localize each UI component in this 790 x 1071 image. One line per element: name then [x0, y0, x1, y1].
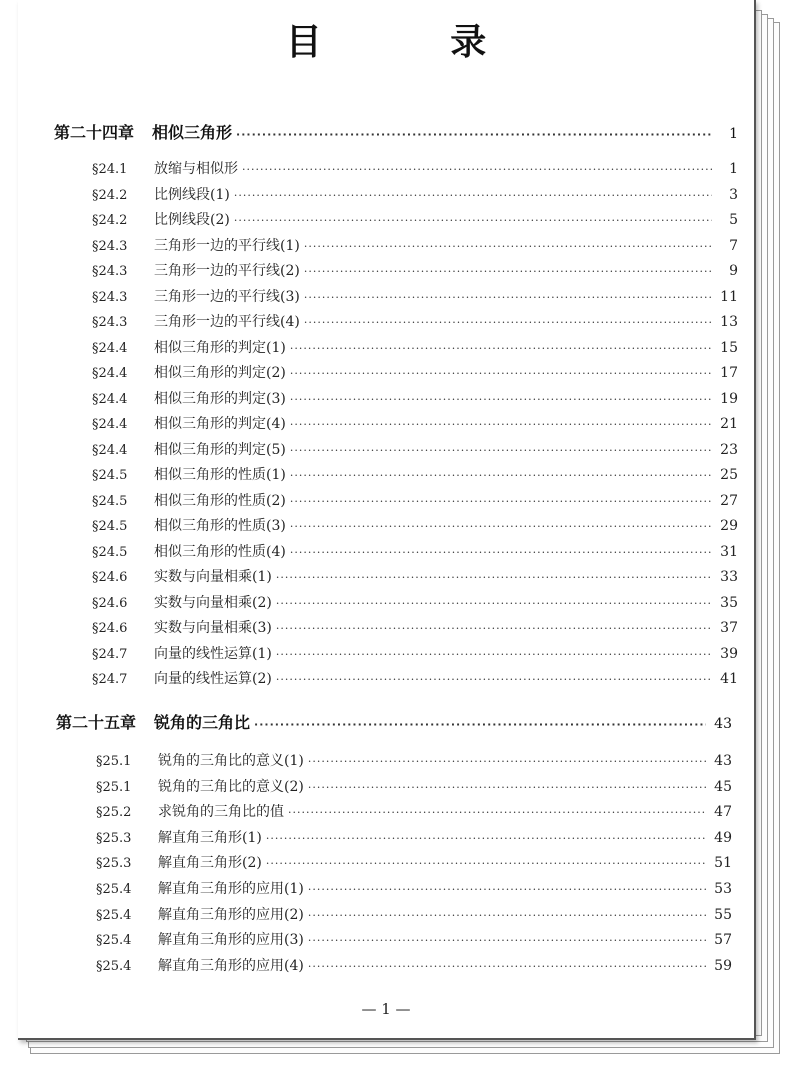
- toc-entry[interactable]: [92, 515, 738, 535]
- section-title: 相似三角形的判定(1): [154, 339, 286, 356]
- document-page: [18, 0, 756, 1040]
- dot-leader: [234, 214, 712, 227]
- section-title: 比例线段(2): [154, 212, 230, 228]
- dot-leader: [234, 189, 712, 202]
- toc-entry[interactable]: [92, 643, 738, 663]
- chapter-number: 第二十四章: [54, 123, 135, 142]
- section-title: 相似三角形的性质(1): [154, 467, 286, 483]
- toc-entry[interactable]: [92, 566, 738, 586]
- dot-leader: [276, 622, 712, 635]
- toc-entry[interactable]: [92, 260, 738, 280]
- section-number: §24.2: [92, 213, 128, 228]
- toc-entry[interactable]: [92, 413, 738, 433]
- page-number: 3: [729, 186, 738, 203]
- section-number: §24.6: [92, 570, 128, 585]
- page-number: 33: [720, 569, 738, 585]
- dot-leader: [236, 128, 712, 141]
- dot-leader: [290, 418, 712, 431]
- chapter-heading[interactable]: [56, 710, 732, 733]
- section-title: 放缩与相似形: [154, 161, 238, 177]
- section-title: 实数与向量相乘(3): [154, 620, 272, 636]
- page-number: 43: [714, 753, 732, 769]
- section-title: 三角形一边的平行线(3): [154, 288, 300, 305]
- page-number: 15: [720, 339, 738, 356]
- dot-leader: [290, 495, 712, 508]
- toc-entry[interactable]: [96, 904, 732, 924]
- dot-leader: [290, 342, 712, 355]
- dot-leader: [290, 367, 712, 380]
- section-title: 解直角三角形的应用(4): [158, 957, 304, 974]
- section-number: §24.7: [92, 672, 128, 687]
- toc-entry[interactable]: [96, 827, 732, 847]
- page-number: 37: [720, 620, 738, 636]
- dot-leader: [276, 673, 712, 686]
- toc-entry[interactable]: [96, 801, 732, 821]
- section-title: 相似三角形的性质(4): [154, 543, 286, 560]
- page-number: 53: [714, 881, 732, 897]
- section-number: §24.6: [92, 621, 128, 636]
- page-number: 1: [729, 126, 738, 142]
- section-number: §24.3: [92, 289, 128, 305]
- section-number: §24.7: [92, 646, 128, 662]
- toc-entry[interactable]: [92, 184, 738, 204]
- section-title: 解直角三角形的应用(2): [158, 906, 304, 923]
- dot-leader: [308, 883, 706, 896]
- section-number: §24.5: [92, 493, 128, 509]
- toc-entry[interactable]: [92, 617, 738, 637]
- page-number: 39: [720, 645, 738, 662]
- dot-leader: [276, 571, 712, 584]
- section-title: 实数与向量相乘(1): [154, 569, 272, 585]
- section-number: §25.3: [96, 856, 132, 872]
- dot-leader: [276, 648, 712, 661]
- dot-leader: [290, 546, 712, 559]
- page-number: 49: [714, 829, 732, 846]
- toc-entry[interactable]: [96, 929, 732, 949]
- page-number-footer: — 1 —: [361, 1000, 411, 1018]
- section-number: §25.4: [96, 958, 132, 974]
- chapter-number: 第二十五章: [56, 713, 137, 732]
- page-number: 59: [714, 957, 732, 974]
- toc-entry[interactable]: [92, 439, 738, 459]
- section-title: 解直角三角形(2): [158, 855, 262, 872]
- toc-entry[interactable]: [92, 490, 738, 510]
- page-number: 13: [720, 314, 738, 330]
- toc-entry[interactable]: [92, 362, 738, 382]
- section-title: 锐角的三角比的意义(2): [158, 778, 304, 795]
- toc-entry[interactable]: [92, 158, 738, 178]
- toc-entry[interactable]: [92, 668, 738, 688]
- section-number: §25.1: [96, 754, 132, 769]
- chapter-title: 相似三角形: [152, 123, 233, 142]
- section-title: 相似三角形的性质(3): [154, 518, 286, 534]
- toc-entry[interactable]: [92, 337, 738, 357]
- page-number: 17: [720, 365, 738, 381]
- section-title: 求锐角的三角比的值: [158, 804, 284, 821]
- page-number: 43: [714, 716, 732, 732]
- section-title: 相似三角形的判定(3): [154, 390, 286, 407]
- section-number: §24.4: [92, 417, 128, 432]
- toc-entry[interactable]: [96, 776, 732, 796]
- section-number: §24.6: [92, 595, 128, 611]
- toc-entry[interactable]: [92, 311, 738, 331]
- section-number: §24.5: [92, 544, 128, 560]
- page-number: 11: [720, 288, 738, 305]
- page-number: 51: [714, 855, 732, 872]
- section-title: 三角形一边的平行线(4): [154, 314, 300, 330]
- section-title: 相似三角形的判定(4): [154, 416, 286, 432]
- section-title: 解直角三角形(1): [158, 829, 262, 846]
- dot-leader: [308, 960, 706, 973]
- page-number: 5: [729, 212, 738, 228]
- section-number: §25.4: [96, 933, 132, 949]
- toc-entry[interactable]: [92, 541, 738, 561]
- toc-entry[interactable]: [92, 464, 738, 484]
- page-number: 27: [720, 492, 738, 509]
- section-number: §24.2: [92, 187, 128, 203]
- toc-entry[interactable]: [96, 750, 732, 770]
- section-title: 向量的线性运算(2): [154, 671, 272, 687]
- page-number: 35: [720, 594, 738, 611]
- dot-leader: [304, 291, 712, 304]
- dot-leader: [308, 755, 706, 768]
- toc-entry[interactable]: [96, 878, 732, 898]
- page-number: 47: [714, 804, 732, 821]
- dot-leader: [254, 718, 706, 731]
- section-number: §25.3: [96, 830, 132, 846]
- dot-leader: [266, 832, 706, 845]
- dot-leader: [290, 393, 712, 406]
- dot-leader: [290, 520, 712, 533]
- section-title: 解直角三角形的应用(1): [158, 881, 304, 897]
- dot-leader: [290, 444, 712, 457]
- chapter-heading[interactable]: [54, 120, 738, 143]
- section-number: §24.4: [92, 391, 128, 407]
- page-number: 41: [720, 671, 738, 687]
- dot-leader: [242, 163, 712, 176]
- dot-leader: [304, 265, 712, 278]
- dot-leader: [304, 240, 712, 253]
- section-title: 向量的线性运算(1): [154, 645, 272, 662]
- toc-entry[interactable]: [96, 955, 732, 975]
- section-title: 相似三角形的判定(2): [154, 365, 286, 381]
- dot-leader: [304, 316, 712, 329]
- page-number: 31: [720, 543, 738, 560]
- section-number: §24.4: [92, 442, 128, 458]
- toc-entry[interactable]: [92, 592, 738, 612]
- section-number: §24.1: [92, 162, 128, 177]
- page-title: 目 录: [285, 22, 545, 63]
- page-number: 29: [720, 518, 738, 534]
- page-number: 25: [720, 467, 738, 483]
- section-number: §24.4: [92, 366, 128, 381]
- section-title: 相似三角形的判定(5): [154, 441, 286, 458]
- section-number: §25.4: [96, 882, 132, 897]
- section-title: 实数与向量相乘(2): [154, 594, 272, 611]
- page-number: 7: [729, 237, 738, 254]
- toc-entry[interactable]: [92, 286, 738, 306]
- dot-leader: [288, 806, 706, 819]
- page-number: 57: [714, 932, 732, 949]
- page-number: 21: [720, 416, 738, 432]
- dot-leader: [276, 597, 712, 610]
- section-number: §24.3: [92, 315, 128, 330]
- chapter-title: 锐角的三角比: [154, 713, 251, 732]
- section-number: §25.4: [96, 907, 132, 923]
- page-number: 23: [720, 441, 738, 458]
- section-title: 三角形一边的平行线(1): [154, 237, 300, 254]
- toc-entry[interactable]: [92, 235, 738, 255]
- toc-entry[interactable]: [96, 852, 732, 872]
- section-title: 解直角三角形的应用(3): [158, 932, 304, 949]
- toc-entry[interactable]: [92, 209, 738, 229]
- page-number: 9: [729, 263, 738, 279]
- dot-leader: [308, 934, 706, 947]
- section-title: 相似三角形的性质(2): [154, 492, 286, 509]
- section-number: §24.3: [92, 238, 128, 254]
- page-number: 45: [714, 778, 732, 795]
- section-title: 三角形一边的平行线(2): [154, 263, 300, 279]
- section-number: §25.1: [96, 779, 132, 795]
- dot-leader: [308, 781, 706, 794]
- dot-leader: [290, 469, 712, 482]
- section-number: §24.4: [92, 340, 128, 356]
- page-number: 1: [729, 161, 738, 177]
- section-title: 锐角的三角比的意义(1): [158, 753, 304, 769]
- dot-leader: [308, 909, 706, 922]
- toc-entry[interactable]: [92, 388, 738, 408]
- section-number: §24.5: [92, 519, 128, 534]
- section-number: §24.5: [92, 468, 128, 483]
- page-number: 55: [714, 906, 732, 923]
- dot-leader: [266, 857, 706, 870]
- page-number: 19: [720, 390, 738, 407]
- section-number: §24.3: [92, 264, 128, 279]
- section-title: 比例线段(1): [154, 186, 230, 203]
- section-number: §25.2: [96, 805, 132, 821]
